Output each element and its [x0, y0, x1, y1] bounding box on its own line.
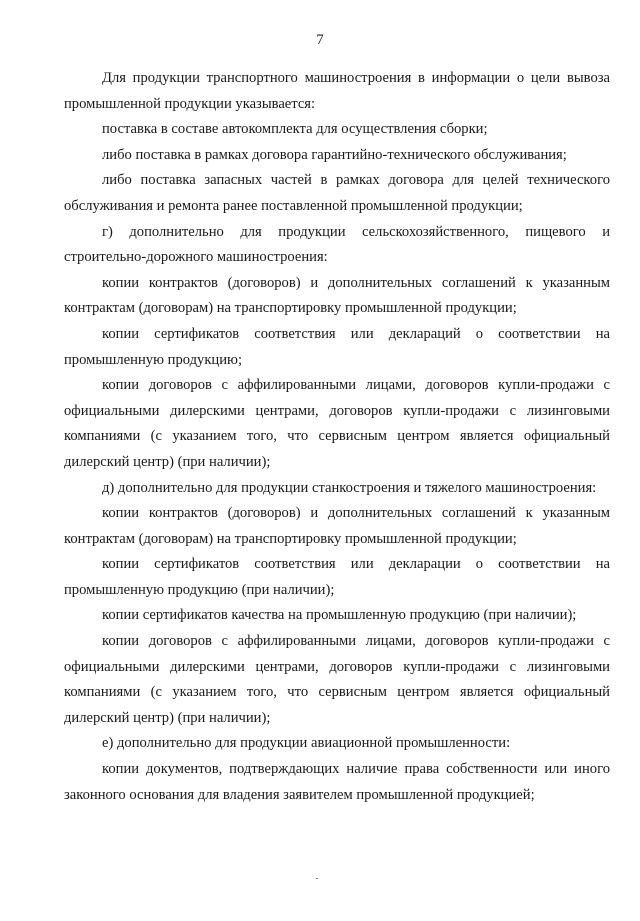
paragraph-affiliated-contracts: копии договоров с аффилированными лицами, договоров купли-продажи с официальными дилерскими центрами, договоров купли-продажи с лизинговыми компаниями (с указанием того, что сервисным центром является официальный дилерский центр) (при наличии);: [64, 377, 610, 470]
paragraph-item-d-heading: д) дополнительно для продукции станкостроения и тяжелого машиностроения:: [102, 479, 597, 496]
paragraph-certificates-copies-2: копии сертификатов соответствия или декларации о соответствии на промышленную продукцию (при наличии);: [64, 556, 610, 598]
paragraph-contracts-copies: копии контрактов (договоров) и дополнительных соглашений к указанным контрактам (договорам) на транспортировку промышленной продукции;: [64, 274, 610, 317]
paragraph-quality-certificates: копии сертификатов качества на промышленную продукцию (при наличии);: [102, 607, 577, 624]
paragraph-contracts-copies-2: копии контрактов (договоров) и дополнительных соглашений к указанным контрактам (договорам) на транспортировку промышленной продукции;: [64, 505, 610, 547]
paragraph-affiliated-contracts-2: копии договоров с аффилированными лицами, договоров купли-продажи с официальными дилерскими центрами, договоров купли-продажи с лизинговыми компаниями (с указанием того, что сервисным центром является официальный дилерский центр) (при наличии);: [64, 633, 610, 726]
paragraph-spare-parts-supply: либо поставка запасных частей в рамках договора для целей технического обслуживания и ремонта ранее поставленной промышленной продукции;: [64, 172, 610, 214]
page-number: 7: [316, 32, 324, 48]
paragraph-ownership-documents: копии документов, подтверждающих наличие права собственности или иного законного основания для владения заявителем промышленной продукцией;: [64, 761, 610, 803]
scan-speck: [316, 878, 318, 879]
paragraph-transport-intro: Для продукции транспортного машиностроения в информации о цели вывоза промышленной продукции указывается:: [64, 70, 610, 112]
paragraph-warranty-supply: либо поставка в рамках договора гарантийно-технического обслуживания;: [102, 146, 567, 163]
document-body: [64, 66, 610, 808]
paragraph-item-g-heading: г) дополнительно для продукции сельскохозяйственного, пищевого и строительно-дорожного машиностроения:: [64, 223, 610, 266]
paragraph-certificates-copies: копии сертификатов соответствия или деклараций о соответствии на промышленную продукцию;: [64, 325, 610, 368]
paragraph-item-e-heading: е) дополнительно для продукции авиационной промышленности:: [102, 735, 511, 752]
paragraph-autokit-supply: поставка в составе автокомплекта для осуществления сборки;: [102, 121, 488, 138]
